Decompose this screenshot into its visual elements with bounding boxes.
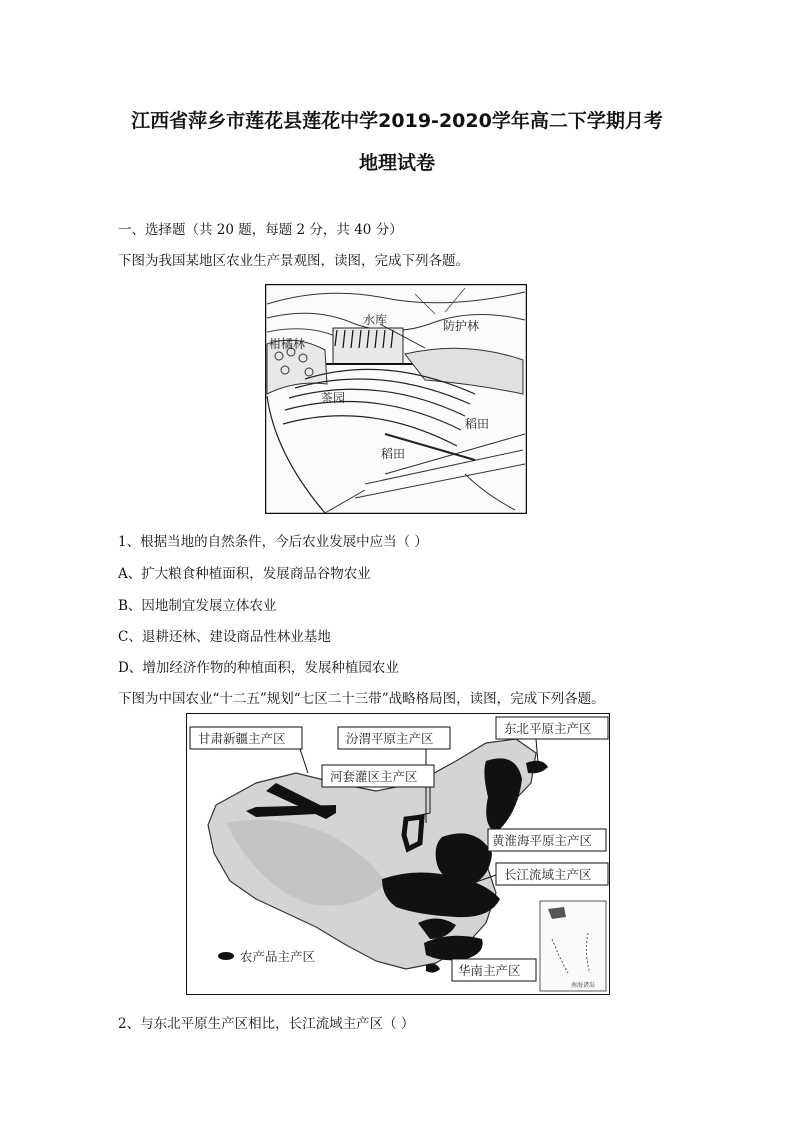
label-paddy-1: 稻田 xyxy=(465,417,490,431)
question-1-stem: 1、根据当地的自然条件，今后农业发展中应当（ ） xyxy=(118,534,428,550)
china-agriculture-zones-map xyxy=(186,713,610,995)
section-heading: 一、选择题（共 20 题，每题 2 分，共 40 分） xyxy=(118,222,403,238)
page-title-line1: 江西省萍乡市莲花县莲花中学2019-2020学年高二下学期月考 xyxy=(131,110,663,132)
label-huanghuaihai-plain: 黄淮海平原主产区 xyxy=(492,833,593,848)
figure2-intro: 下图为中国农业“十二五”规划“七区二十三带”战略格局图，读图，完成下列各题。 xyxy=(118,691,605,707)
question-1-option-a: A、扩大粮食种植面积，发展商品谷物农业 xyxy=(118,566,371,582)
label-citrus-grove: 柑橘林 xyxy=(269,337,306,351)
figure1-intro: 下图为我国某地区农业生产景观图，读图，完成下列各题。 xyxy=(118,253,469,269)
label-south-sea-islands: 南海诸岛 xyxy=(571,982,596,989)
label-shelterbelt: 防护林 xyxy=(443,319,480,333)
question-1-option-b: B、因地制宜发展立体农业 xyxy=(118,598,277,614)
legend-main-production-zone: 农产品主产区 xyxy=(240,949,316,964)
label-gansu-xinjiang: 甘肃新疆主产区 xyxy=(198,731,286,746)
label-northeast-plain: 东北平原主产区 xyxy=(504,721,592,736)
question-1-option-d: D、增加经济作物的种植面积，发展种植园农业 xyxy=(118,660,399,676)
question-2-stem: 2、与东北平原生产区相比，长江流域主产区（ ） xyxy=(118,1016,415,1032)
label-paddy-2: 稻田 xyxy=(381,447,406,461)
label-tea-garden: 茶园 xyxy=(321,391,346,405)
label-yangtze-basin: 长江流域主产区 xyxy=(504,867,592,882)
agriculture-landscape-figure xyxy=(265,284,527,514)
label-south-china: 华南主产区 xyxy=(458,963,521,978)
label-reservoir: 水库 xyxy=(363,313,388,327)
question-1-option-c: C、退耕还林、建设商品性林业基地 xyxy=(118,629,331,645)
page-title-line2: 地理试卷 xyxy=(358,152,435,174)
label-hetao-irrigation: 河套灌区主产区 xyxy=(330,769,418,784)
label-fenwei-plain: 汾渭平原主产区 xyxy=(346,731,434,746)
